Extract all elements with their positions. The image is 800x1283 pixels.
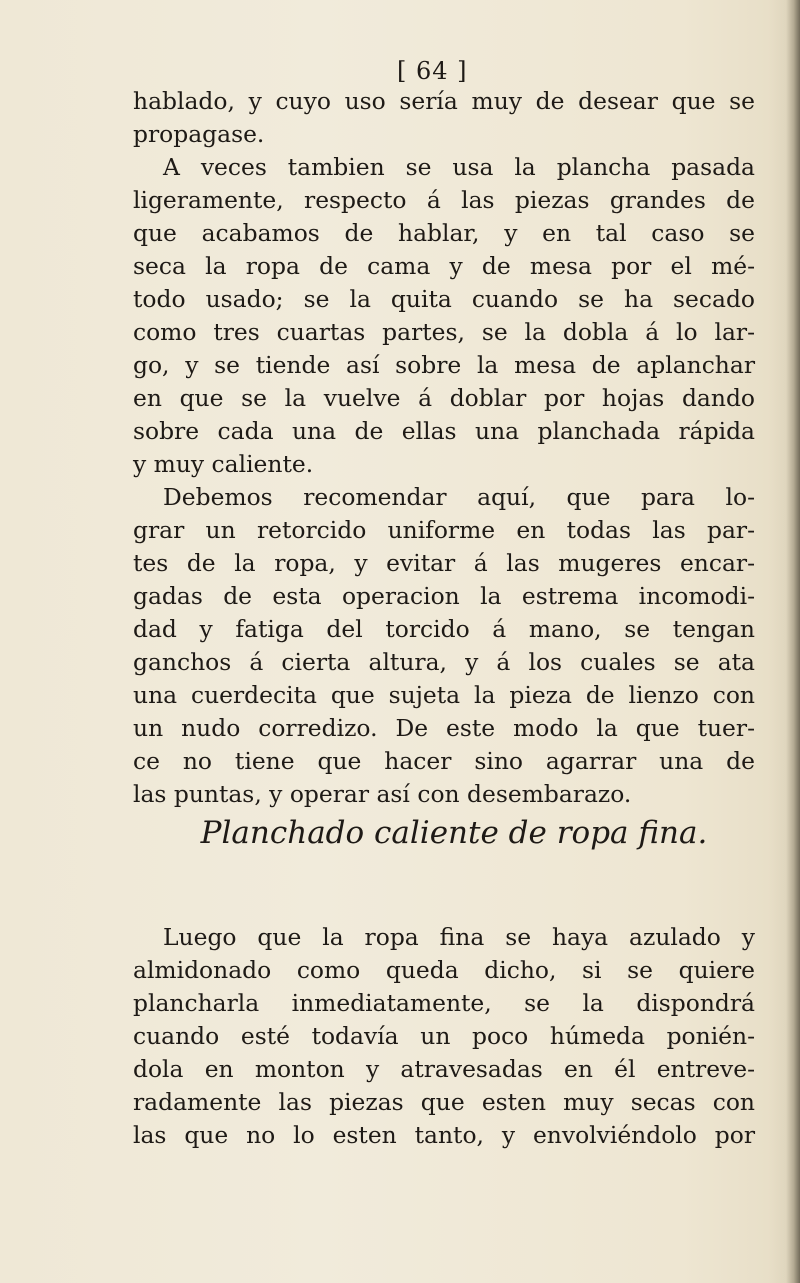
text-line: cuando esté todavía un poco húmeda ponién- (133, 1022, 755, 1050)
text-line: A veces tambien se usa la plancha pasada (163, 153, 755, 181)
text-line: hablado, y cuyo uso sería muy de desear que se (133, 87, 755, 115)
body-text-bottom (133, 921, 755, 1152)
text-line: ce no tiene que hacer sino agarrar una de (133, 747, 755, 775)
text-line: ganchos á cierta altura, y á los cuales se ata (133, 648, 755, 676)
text-line: tes de la ropa, y evitar á las mugeres encar- (133, 549, 755, 577)
text-line: Debemos recomendar aquí, que para lo- (163, 483, 755, 511)
text-line: en que se la vuelve á doblar por hojas dando (133, 384, 755, 412)
text-line: dola en monton y atravesadas en él entreve- (133, 1055, 755, 1083)
text-line: sobre cada una de ellas una planchada rápida (133, 417, 755, 445)
text-line: que acabamos de hablar, y en tal caso se (133, 219, 755, 247)
text-line: todo usado; se la quita cuando se ha secado (133, 285, 755, 313)
section-heading: Planchado caliente de ropa fina. (200, 815, 708, 851)
text-line: grar un retorcido uniforme en todas las par- (133, 516, 755, 544)
text-line: una cuerdecita que sujeta la pieza de lienzo con (133, 681, 755, 709)
text-line: seca la ropa de cama y de mesa por el mé- (133, 252, 755, 280)
text-line: go, y se tiende así sobre la mesa de aplanchar (133, 351, 755, 379)
page-edge-shadow (786, 0, 800, 1283)
text-line: plancharla inmediatamente, se la dispondrá (133, 989, 755, 1017)
body-text-top (133, 85, 755, 811)
text-line: propagase. (133, 120, 265, 148)
text-line: gadas de esta operacion la estrema incomodi- (133, 582, 755, 610)
text-line: un nudo corredizo. De este modo la que tuer- (133, 714, 755, 742)
text-line: y muy caliente. (133, 450, 314, 478)
text-line: ligeramente, respecto á las piezas grandes de (133, 186, 755, 214)
text-line: como tres cuartas partes, se la dobla á lo lar- (133, 318, 755, 346)
text-line: dad y fatiga del torcido á mano, se tengan (133, 615, 755, 643)
text-line: almidonado como queda dicho, si se quiere (133, 956, 755, 984)
page-number: [ 64 ] (397, 57, 468, 85)
text-line: las que no lo esten tanto, y envolviéndolo por (133, 1121, 755, 1149)
text-line: las puntas, y operar así con desembarazo. (133, 780, 632, 808)
text-line: Luego que la ropa fina se haya azulado y (163, 923, 755, 951)
text-line: radamente las piezas que esten muy secas con (133, 1088, 755, 1116)
